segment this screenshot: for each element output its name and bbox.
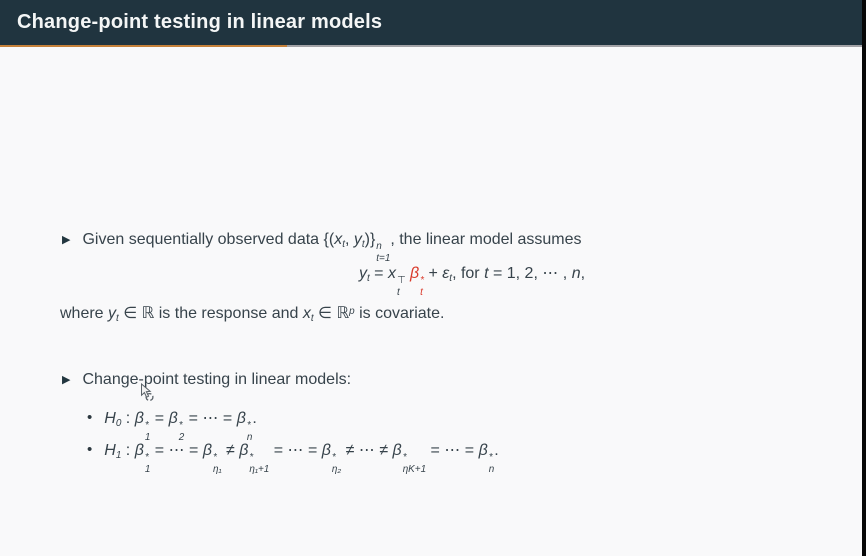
header-accent-orange (0, 45, 287, 47)
triangle-bullet-icon: ▶ (62, 374, 71, 386)
slide-header-bar (0, 0, 866, 45)
slide-title: Change-point testing in linear models (17, 11, 383, 33)
header-separator-line (0, 45, 866, 47)
bullet-given-data-text: Given sequentially observed data {($x_t$, $y_t$)} n t=1 , the linear model assumes (82, 231, 582, 264)
dot-bullet-icon: • (87, 409, 93, 426)
busy-pointer-cursor-icon (139, 383, 156, 407)
dot-bullet-icon: • (87, 441, 93, 458)
hypothesis-h1-text: $H_1$ : β * 1 = ⋯ = β * η₁ ≠ β * η₁+1 = ⋯ = β * η₂ ≠ ⋯ ≠ β * ηK+1 = ⋯ = β * n . (104, 442, 499, 475)
hypothesis-h1 (87, 438, 499, 475)
where-clause (60, 302, 444, 328)
linear-model-equation (78, 262, 866, 298)
where-clause-text: where $y_t$ ∈ ℝ is the response and $x_t$ ∈ ℝ$^p$ is covariate. (60, 305, 445, 324)
equation-text: $y_t = x$ ⊤ t β * t + $\varepsilon_t$, for t = 1, 2, ⋯ , n, (358, 265, 586, 298)
bullet-change-point-testing (62, 368, 351, 392)
bullet-change-point-text: Change-point testing in linear models: (82, 371, 352, 388)
triangle-bullet-icon: ▶ (62, 234, 71, 246)
hypothesis-h0-text: $H_0$ : β * 1 = β * 2 = ⋯ = β * n . (104, 410, 257, 443)
screen-right-edge (862, 0, 866, 556)
bullet-given-data (62, 228, 582, 264)
